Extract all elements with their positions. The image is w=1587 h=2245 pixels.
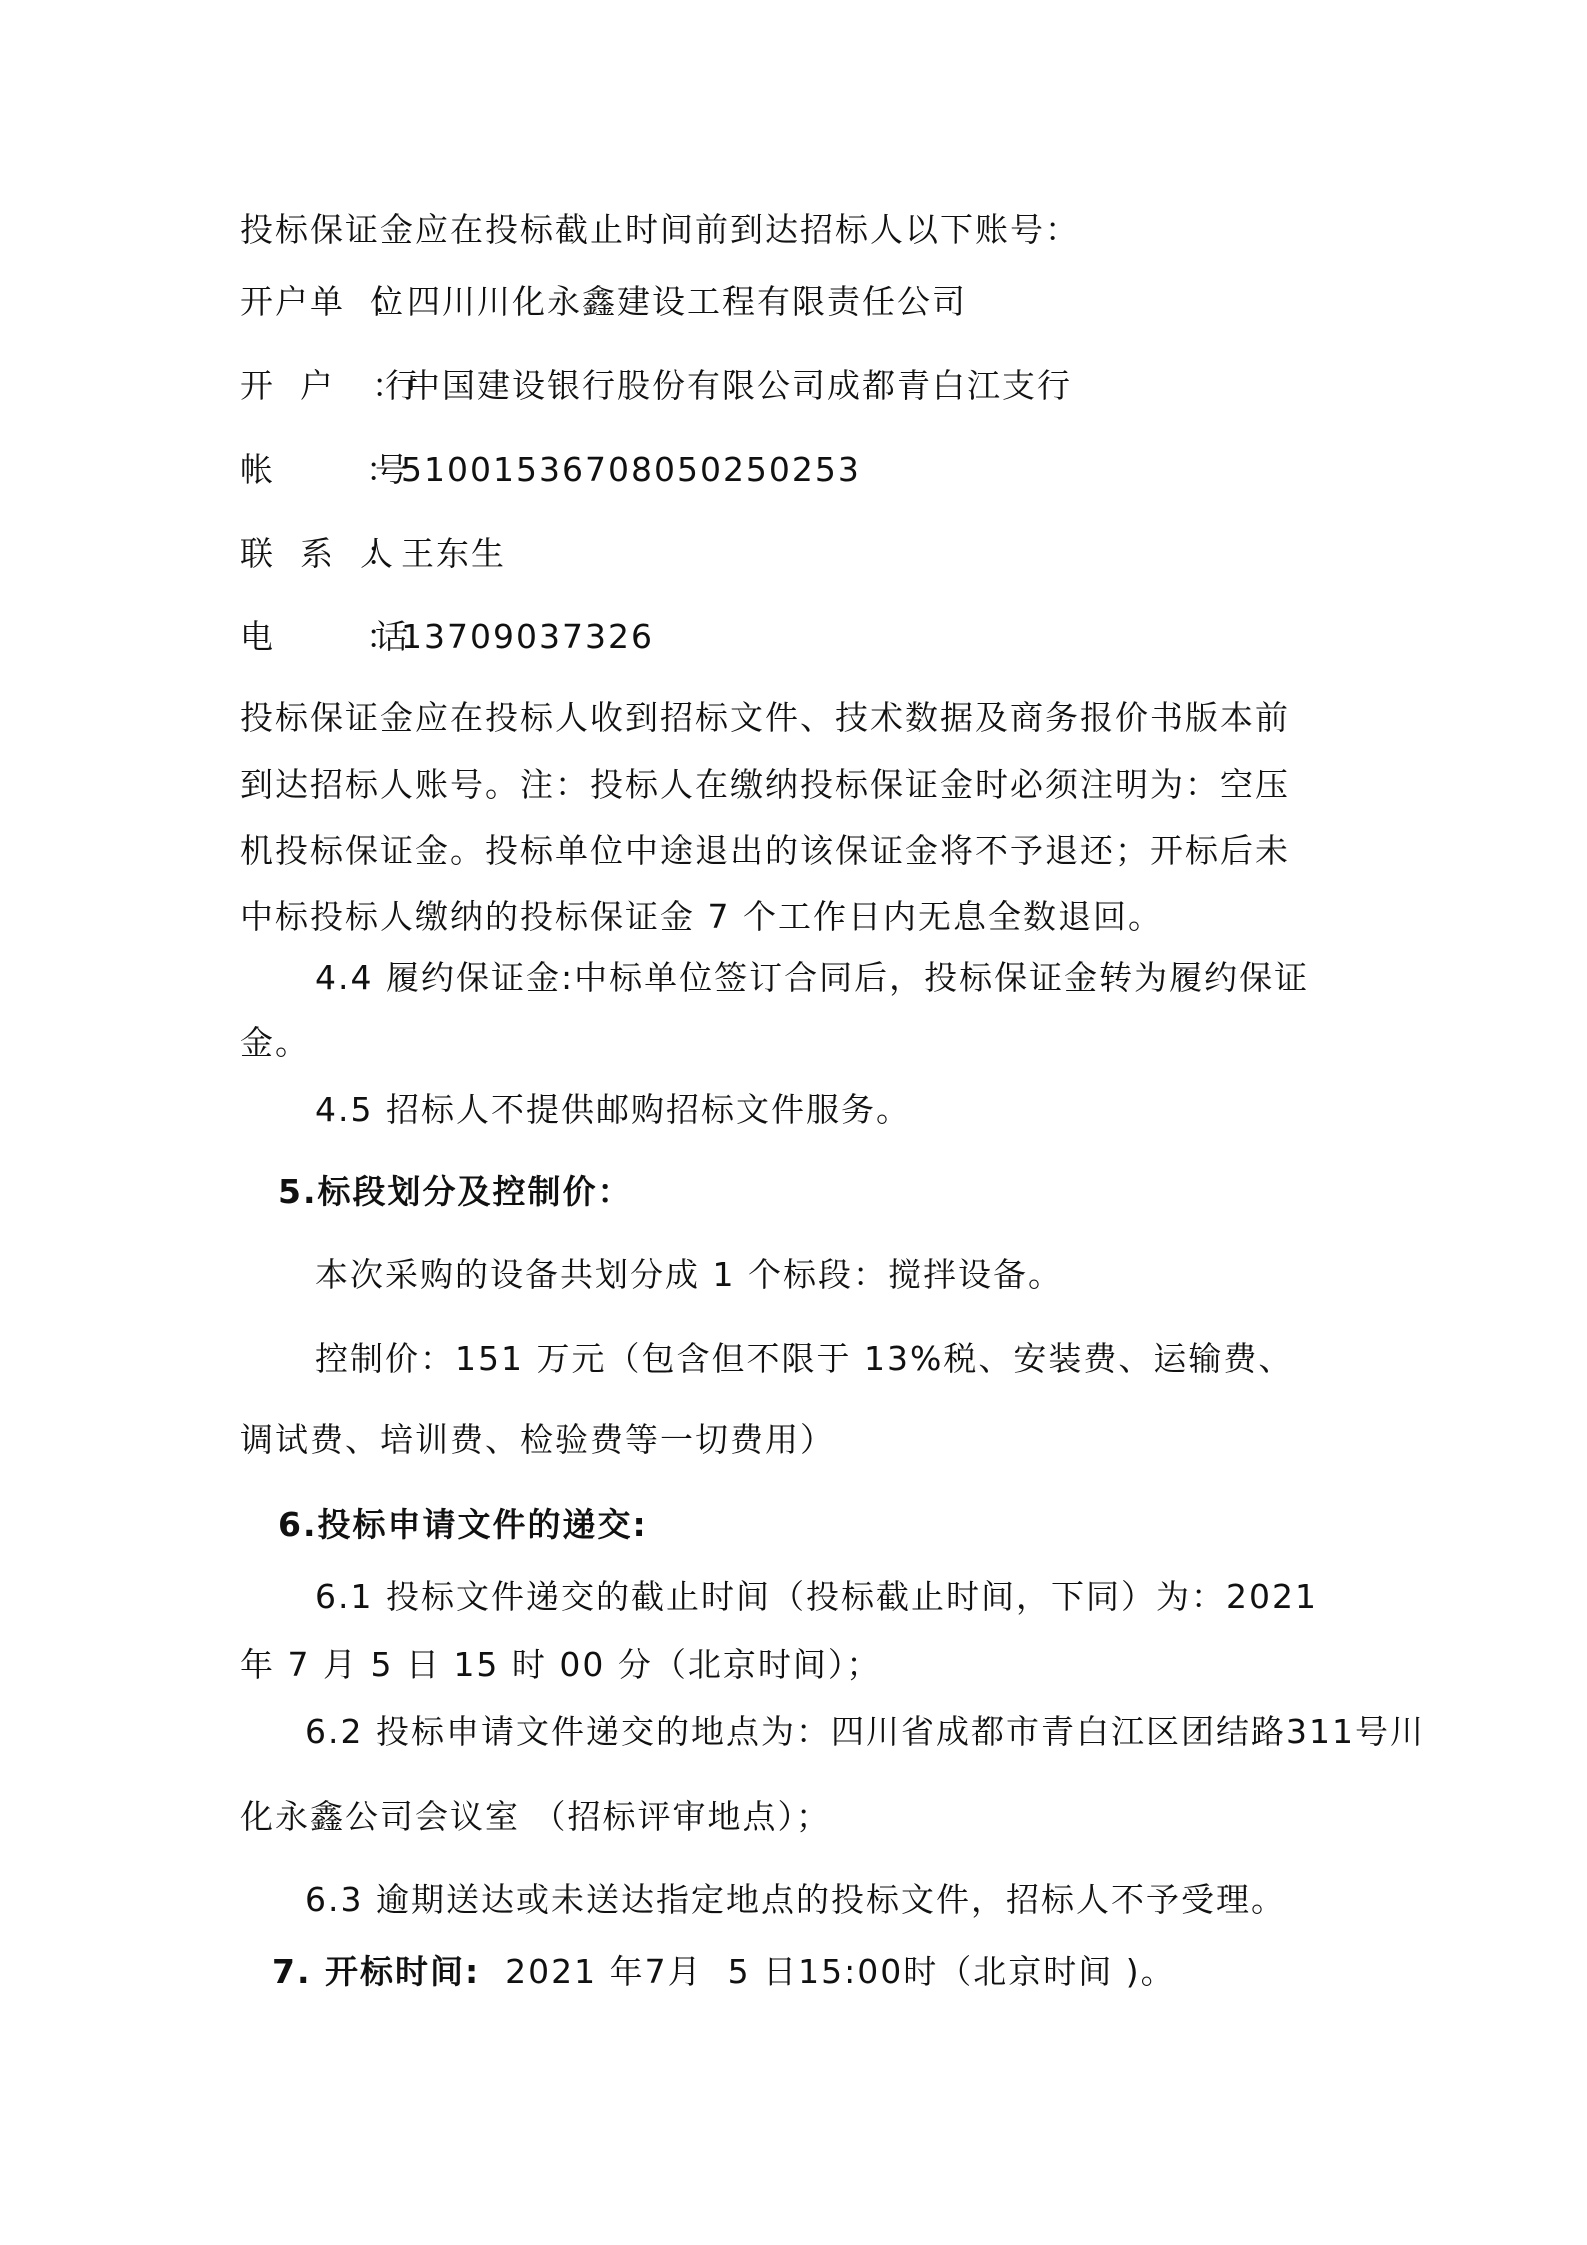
account-number-label: 帐 号	[240, 450, 410, 489]
phone-label: 电 话	[240, 617, 410, 656]
section-6-2-line-2: 化永鑫公司会议室 （招标评审地点）；	[240, 1797, 831, 1836]
phone-value: ：13709037326	[366, 617, 654, 656]
section-6-heading: 6.投标申请文件的递交:	[278, 1505, 648, 1544]
section-6-1-line-1: 6.1 投标文件递交的截止时间（投标截止时间，下同）为：2021	[315, 1577, 1318, 1616]
section-4-5: 4.5 招标人不提供邮购招标文件服务。	[315, 1090, 911, 1129]
section-5-heading: 5.标段划分及控制价：	[278, 1172, 633, 1211]
section-6-3: 6.3 逾期送达或未送达指定地点的投标文件，招标人不予受理。	[305, 1880, 1286, 1919]
account-number-value: ：51001536708050250253	[366, 450, 861, 489]
section-5-lot: 本次采购的设备共划分成 1 个标段：搅拌设备。	[315, 1255, 1063, 1294]
bank-line	[240, 366, 1072, 406]
bank-value: ：中国建设银行股份有限公司成都青白江支行	[372, 366, 1072, 405]
deposit-paragraph-line-3: 机投标保证金。投标单位中途退出的该保证金将不予退还；开标后未	[240, 831, 1290, 870]
section-5-price-line-1: 控制价：151 万元（包含但不限于 13%税、安装费、运输费、	[315, 1339, 1294, 1378]
section-4-4-line-2: 金。	[240, 1023, 310, 1062]
deposit-paragraph-line-4: 中标投标人缴纳的投标保证金 7 个工作日内无息全数退回。	[240, 897, 1163, 936]
account-unit-label: 开户单 位	[240, 282, 405, 321]
bank-label: 开 户 行	[240, 366, 420, 405]
deposit-paragraph-line-1: 投标保证金应在投标人收到招标文件、技术数据及商务报价书版本前	[240, 698, 1290, 737]
section-6-1-line-2: 年 7 月 5 日 15 时 00 分（北京时间）；	[240, 1645, 882, 1684]
section-6-2-line-1: 6.2 投标申请文件递交的地点为：四川省成都市青白江区团结路311号川	[305, 1712, 1425, 1751]
section-7-value: 2021 年7月 5 日15:00时（北京时间 )。	[480, 1952, 1176, 1991]
account-unit-value: ：四川川化永鑫建设工程有限责任公司	[372, 282, 967, 321]
section-4-4-line-1: 4.4 履约保证金:中标单位签订合同后，投标保证金转为履约保证	[315, 958, 1310, 997]
deposit-account-intro: 投标保证金应在投标截止时间前到达招标人以下账号：	[240, 210, 1080, 249]
section-5-price-line-2: 调试费、培训费、检验费等一切费用）	[240, 1420, 835, 1459]
account-number-line	[240, 450, 861, 490]
section-7-line	[272, 1952, 1176, 1992]
account-unit-line	[240, 282, 967, 322]
contact-line	[240, 534, 506, 574]
contact-label: 联 系 人	[240, 534, 395, 573]
deposit-paragraph-line-2: 到达招标人账号。注：投标人在缴纳投标保证金时必须注明为：空压	[240, 765, 1290, 804]
section-7-label: 7. 开标时间:	[272, 1952, 481, 1991]
contact-value: ：王东生	[366, 534, 506, 573]
phone-line	[240, 617, 654, 657]
